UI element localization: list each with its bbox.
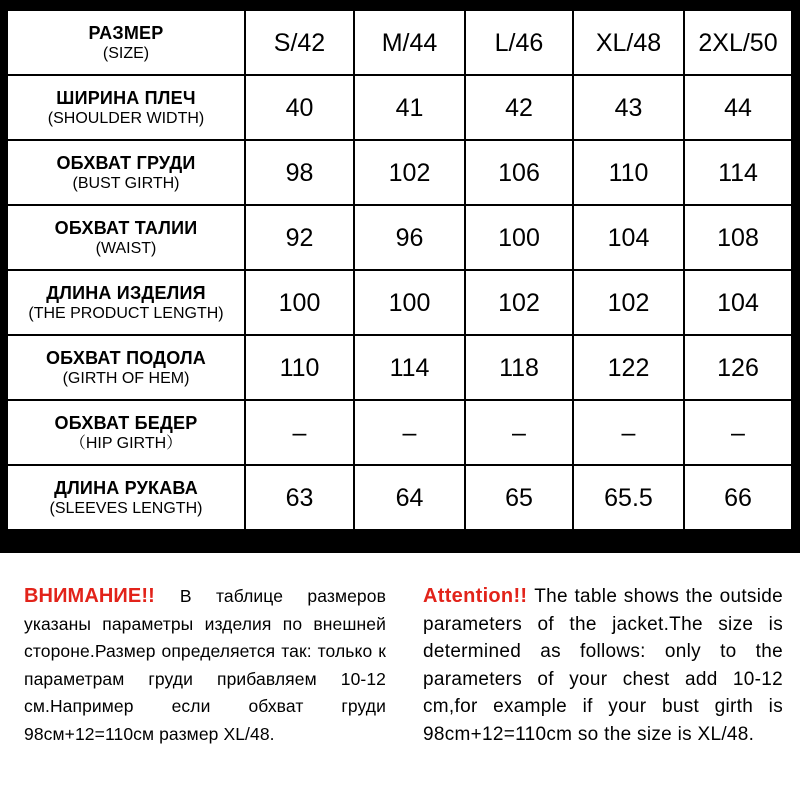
cell-value: – (512, 418, 526, 447)
cell-value: 102 (388, 158, 431, 187)
table-cell (354, 400, 465, 465)
table-header-row (7, 10, 792, 75)
cell-value: 43 (614, 93, 643, 122)
cell-value: 92 (285, 223, 314, 252)
row-label-en: (THE PRODUCT LENGTH) (28, 304, 224, 322)
cell-value: 110 (279, 353, 320, 382)
row-label-ru: ОБХВАТ ПОДОЛА (45, 347, 206, 368)
cell-value: – (402, 418, 417, 447)
table-row (7, 335, 792, 400)
cell-value: 114 (718, 158, 758, 187)
row-label-ru: ДЛИНА РУКАВА (54, 477, 198, 498)
row-label-cell (7, 335, 245, 400)
cell-value: 96 (395, 223, 424, 252)
table-cell (684, 270, 792, 335)
size-header-cell (465, 10, 573, 75)
cell-value: 64 (395, 483, 424, 512)
cell-value: 100 (498, 223, 540, 252)
size-header-cell (354, 10, 465, 75)
table-cell (354, 205, 465, 270)
cell-value: 65.5 (604, 483, 653, 512)
cell-value: 118 (499, 353, 539, 382)
attention-text-ru: В таблице размеров указаны параметры изделия по внешней стороне.Размер определяется так: только к параметрам груди прибавляем 10-12 см.Например если обхват груди 98см+12=110см размер XL/48. (24, 586, 386, 744)
row-label-cell (7, 400, 245, 465)
table-cell (684, 400, 792, 465)
size-header-cell (245, 10, 354, 75)
row-label-ru: ОБХВАТ ГРУДИ (56, 152, 196, 173)
cell-value: – (621, 418, 636, 447)
cell-value: 102 (607, 288, 650, 317)
cell-value: 102 (498, 288, 540, 317)
row-label-cell (7, 270, 245, 335)
table-cell (465, 140, 573, 205)
row-label-en: (SLEEVES LENGTH) (49, 499, 203, 517)
table-cell (465, 335, 573, 400)
cell-value: – (731, 418, 745, 447)
size-header: M/44 (381, 28, 438, 57)
table-cell (573, 465, 684, 530)
table-row (7, 400, 792, 465)
row-label-cell (7, 205, 245, 270)
table-cell (245, 205, 354, 270)
cell-value: 104 (717, 288, 759, 317)
table-cell (465, 465, 573, 530)
cell-value: 114 (389, 353, 430, 382)
table-cell (245, 75, 354, 140)
table-cell (684, 465, 792, 530)
cell-value: 104 (607, 223, 650, 252)
table-cell (245, 335, 354, 400)
table-cell (354, 270, 465, 335)
table-cell (573, 75, 684, 140)
header-label-en: (SIZE) (102, 44, 150, 62)
attention-text-en: The table shows the outside parameters of the jacket.The size is determined as follows: only to the parameters of your chest add 10-12 cm,for example if your bust girth is 98cm+12=110cm so the size is XL/48. (423, 586, 783, 745)
cell-value: 106 (498, 158, 540, 187)
attention-heading-ru: ВНИМАНИЕ!! (24, 585, 180, 607)
row-label-en: (WAIST) (95, 239, 157, 257)
row-label-cell (7, 465, 245, 530)
row-label-en: （HIP GIRTH） (69, 434, 183, 452)
table-cell (354, 465, 465, 530)
size-header: S/42 (273, 28, 326, 57)
table-cell (354, 335, 465, 400)
attention-heading-en: Attention!! (423, 585, 535, 607)
table-cell (465, 205, 573, 270)
table-cell (354, 75, 465, 140)
row-label-en: (BUST GIRTH) (72, 174, 180, 192)
table-cell (245, 465, 354, 530)
table-cell (573, 400, 684, 465)
row-label-ru: ОБХВАТ ТАЛИИ (54, 217, 198, 238)
cell-value: 63 (285, 483, 314, 512)
size-header: L/46 (494, 28, 544, 57)
cell-value: – (292, 418, 307, 447)
table-cell (573, 270, 684, 335)
cell-value: 40 (285, 93, 314, 122)
size-header-cell (684, 10, 792, 75)
table-cell (684, 75, 792, 140)
header-label-ru: РАЗМЕР (88, 22, 164, 43)
row-label-en: (GIRTH OF HEM) (62, 369, 190, 387)
table-row (7, 270, 792, 335)
cell-value: 41 (395, 93, 424, 122)
table-cell (465, 270, 573, 335)
table-cell (684, 205, 792, 270)
table-cell (684, 335, 792, 400)
table-cell (245, 400, 354, 465)
header-label-cell (7, 10, 245, 75)
table-cell (245, 270, 354, 335)
row-label-cell (7, 140, 245, 205)
size-header-cell (573, 10, 684, 75)
size-table (6, 9, 793, 531)
cell-value: 100 (388, 288, 431, 317)
table-cell (465, 400, 573, 465)
table-cell (245, 140, 354, 205)
table-cell (573, 205, 684, 270)
cell-value: 65 (505, 483, 533, 512)
cell-value: 44 (724, 93, 752, 122)
table-row (7, 465, 792, 530)
table-cell (354, 140, 465, 205)
table-cell (573, 140, 684, 205)
cell-value: 126 (717, 353, 759, 382)
row-label-ru: ОБХВАТ БЕДЕР (54, 412, 198, 433)
cell-value: 66 (724, 483, 752, 512)
cell-value: 42 (505, 93, 533, 122)
cell-value: 122 (607, 353, 650, 382)
attention-note-en (423, 583, 783, 748)
row-label-en: (SHOULDER WIDTH) (47, 109, 205, 127)
table-row (7, 205, 792, 270)
size-header: 2XL/50 (698, 28, 778, 57)
table-cell (684, 140, 792, 205)
cell-value: 110 (608, 158, 649, 187)
cell-value: 100 (278, 288, 321, 317)
cell-value: 98 (285, 158, 314, 187)
row-label-cell (7, 75, 245, 140)
cell-value: 108 (717, 223, 759, 252)
row-label-ru: ШИРИНА ПЛЕЧ (56, 87, 196, 108)
table-cell (573, 335, 684, 400)
table-cell (465, 75, 573, 140)
size-header: XL/48 (595, 28, 662, 57)
table-row (7, 75, 792, 140)
attention-note-ru (24, 583, 386, 748)
row-label-ru: ДЛИНА ИЗДЕЛИЯ (46, 282, 206, 303)
table-row (7, 140, 792, 205)
